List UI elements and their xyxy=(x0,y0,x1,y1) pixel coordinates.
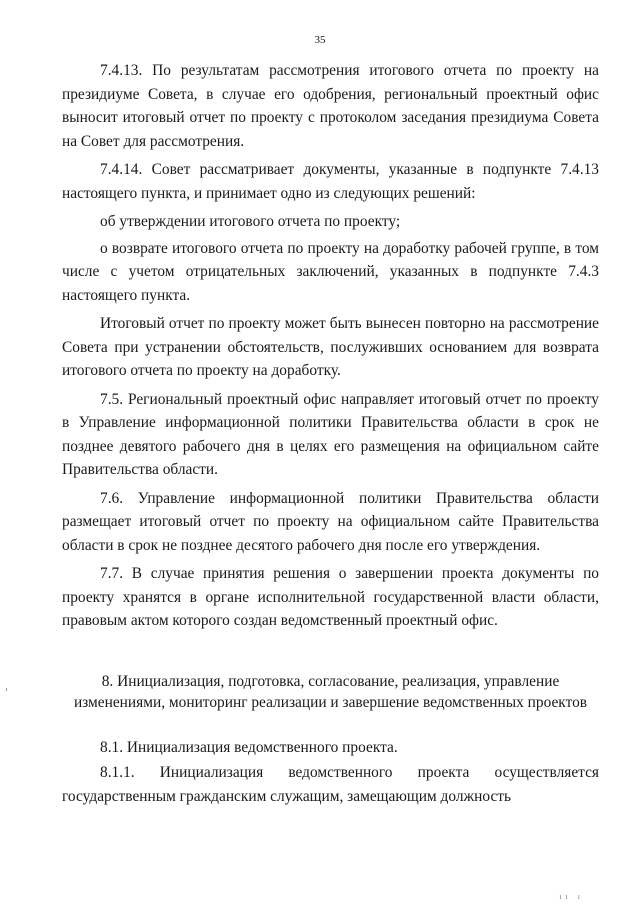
decision-option-approve: об утверждении итогового отчета по проекту; xyxy=(100,213,401,230)
paragraph-7-4-14: 7.4.14. Совет рассматривает документы, указанные в подпункте 7.4.13 настоящего пункта, и принимает одно из следующих решений: xyxy=(62,161,599,202)
paragraph-resubmission: Итоговый отчет по проекту может быть вынесен повторно на рассмотрение Совета при устранении обстоятельств, послуживших основанием для возврата итогового отчета по проекту на доработку. xyxy=(62,315,599,379)
scan-artifact xyxy=(6,688,7,691)
corner-scan-mark: ıı ı xyxy=(559,892,584,901)
decision-option-return: о возврате итогового отчета по проекту на доработку рабочей группе, в том числе с учетом отрицательных заключений, указанных в подпункте 7.4.3 настоящего пункта. xyxy=(62,239,599,304)
section-heading-line-1: 8. Инициализация, подготовка, согласование, реализация, управление xyxy=(101,672,560,690)
paragraph-7-4-13: 7.4.13. По результатам рассмотрения итогового отчета по проекту на президиуме Совета, в случае его одобрения, региональный проектный офис выносит итоговый отчет по проекту с протоколом заседания президиума Совета на Совет для рассмотрения. xyxy=(62,62,599,150)
page-number: 35 xyxy=(314,34,326,46)
paragraph-7-7: 7.7. В случае принятия решения о завершении проекта документы по проекту хранятся в органе исполнительной государственной власти области, правовым актом которого создан ведомственный проектный офис. xyxy=(62,565,599,629)
section-heading-line-2: изменениями, мониторинг реализации и завершение ведомственных проектов xyxy=(73,693,588,711)
paragraph-8-1-1: 8.1.1. Инициализация ведомственного проекта осуществляется государственным гражданским служащим, замещающим должность xyxy=(62,764,599,805)
document-body xyxy=(62,59,599,813)
paragraph-7-5: 7.5. Региональный проектный офис направляет итоговый отчет по проекту в Управление информационной политики Правительства области в срок не позднее девятого рабочего дня в целях его размещения на официальном сайте Правительства области. xyxy=(62,390,599,478)
section-8-heading xyxy=(62,671,599,713)
paragraph-7-6: 7.6. Управление информационной политики Правительства области размещает итоговый отчет по проекту на официальном сайте Правительства области в срок не позднее десятого рабочего дня после его утверждения. xyxy=(62,489,599,554)
subsection-8-1-title: 8.1. Инициализация ведомственного проекта. xyxy=(100,738,398,756)
